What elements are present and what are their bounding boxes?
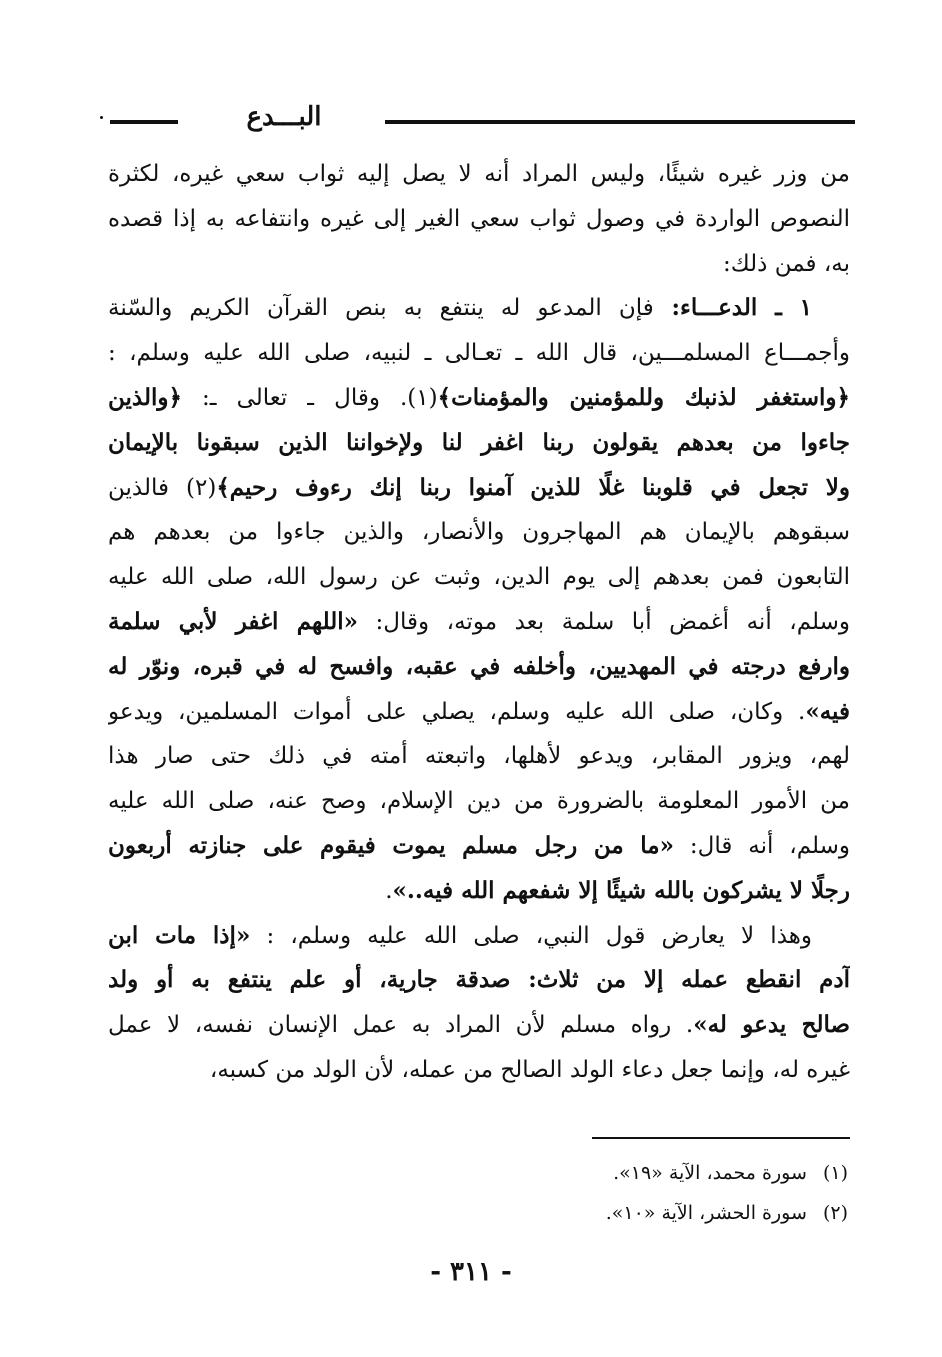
quoted-text: جاءوا من بعدهم يقولون ربنا اغفر لنا ولإخواننا الذين سبقونا بالإيمان: [108, 428, 850, 456]
text-run: (١). وقال ـ تعالى ـ:: [181, 384, 438, 411]
text-run: سبقوهم بالإيمان هم المهاجرون والأنصار، والذين جاءوا من بعدهم هم: [108, 519, 850, 546]
text-line: [108, 690, 850, 735]
text-run: وأجمـــاع المسلمـــين، قال الله ـ تعـالى ـ لنبيه، صلى الله عليه وسلم، :: [108, 340, 850, 367]
text-run: وهذا لا يعارض قول النبي، صلى الله عليه وسلم، :: [250, 922, 812, 949]
quoted-text: «إذا مات ابن: [108, 921, 251, 949]
quoted-text: آدم انقطع عمله إلا من ثلاث: صدقة جارية، أو علم ينتفع به أو ولد: [108, 966, 850, 994]
text-line: [108, 152, 850, 197]
text-run: .: [385, 877, 393, 904]
text-line: [108, 555, 850, 600]
body-text: [108, 152, 850, 1093]
header-rule-left: [110, 120, 178, 124]
footnote-number: (٢): [822, 1202, 848, 1224]
text-line: [108, 1003, 850, 1048]
text-run: لهم، ويزور المقابر، ويدعو لأهلها، واتبعته أمته في ذلك حتى صار هذا: [108, 743, 850, 770]
text-run: به، فمن ذلك:: [723, 250, 850, 277]
text-line: [108, 958, 850, 1003]
text-run: التابعون فمن بعدهم إلى يوم الدين، وثبت عن رسول الله، صلى الله عليه: [108, 564, 850, 591]
text-run: وسلم، أنه قال:: [674, 832, 850, 859]
header-rule-right: [385, 120, 855, 124]
text-run: فإن المدعو له ينتفع به بنص القرآن الكريم والسّنة: [108, 295, 654, 322]
text-run: من الأمور المعلومة بالضرورة من دين الإسلام، وصح عنه، صلى الله عليه: [108, 788, 850, 815]
footnote-text: سورة محمد، الآية «١٩».: [613, 1162, 807, 1184]
footnote-1: [248, 1153, 848, 1193]
text-line: [108, 645, 850, 690]
text-line: [108, 869, 850, 914]
text-line: [108, 824, 850, 869]
text-run: النصوص الواردة في وصول ثواب سعي الغير إلى غيره وانتفاعه به إذا قصده: [108, 205, 850, 232]
text-run: . وكان، صلى الله عليه وسلم، يصلي على أموات المسلمين، ويدعو: [108, 698, 806, 725]
header-dot: [100, 116, 103, 119]
text-line: [108, 510, 850, 555]
quoted-text: «اللهم اغفر لأبي سلمة: [108, 607, 358, 635]
text-line: [108, 466, 850, 511]
text-line: [108, 242, 850, 287]
quoted-text: ولا تجعل في قلوبنا غلًا للذين آمنوا ربنا إنك رءوف رحيم﴾: [216, 473, 850, 501]
quoted-text: ١ ـ الدعـــاء:: [653, 294, 812, 322]
text-line: [108, 331, 850, 376]
quoted-text: ﴿والذين: [108, 383, 182, 411]
text-line: [108, 734, 850, 779]
text-run: من وزر غيره شيئًا، وليس المراد أنه لا يصل إليه ثواب سعي غيره، لكثرة: [108, 161, 850, 187]
footnote-2: [248, 1193, 848, 1233]
text-line: [108, 376, 850, 421]
text-line: [108, 1048, 850, 1093]
page-number: - ٣١١ -: [430, 1257, 512, 1287]
text-line: [108, 421, 850, 466]
text-run: غيره له، وإنما جعل دعاء الولد الصالح من عمله، لأن الولد من كسبه،: [209, 1056, 850, 1083]
text-line: [108, 600, 850, 645]
quoted-text: صالح يدعو له»: [693, 1011, 850, 1039]
quoted-text: رجلًا لا يشركون بالله شيئًا إلا شفعهم الله فيه..»: [392, 876, 850, 904]
quoted-text: ﴿واستغفر لذنبك وللمؤمنين والمؤمنات﴾: [437, 383, 850, 411]
footnote-separator: [592, 1137, 850, 1139]
quoted-text: «ما من رجل مسلم يموت فيقوم على جنازته أربعون: [108, 831, 674, 859]
footnote-number: (١): [822, 1162, 848, 1184]
footnote-text: سورة الحشر، الآية «١٠».: [605, 1202, 807, 1224]
text-run: وسلم، أنه أغمض أبا سلمة بعد موته، وقال:: [358, 608, 850, 635]
quoted-text: وارفع درجته في المهديين، وأخلفه في عقبه، وافسح له في قبره، ونوّر له: [108, 652, 850, 680]
text-run: (٢) فالذين: [108, 474, 217, 501]
header-title: البـــدع: [246, 102, 322, 132]
running-header: [110, 100, 855, 134]
text-line: [108, 286, 850, 331]
quoted-text: فيه»: [805, 697, 850, 725]
text-line: [108, 779, 850, 824]
text-line: [108, 914, 850, 959]
footnotes: [248, 1153, 848, 1233]
text-run: . رواه مسلم لأن المراد به عمل الإنسان نفسه، لا عمل: [108, 1012, 694, 1039]
text-line: [108, 197, 850, 242]
